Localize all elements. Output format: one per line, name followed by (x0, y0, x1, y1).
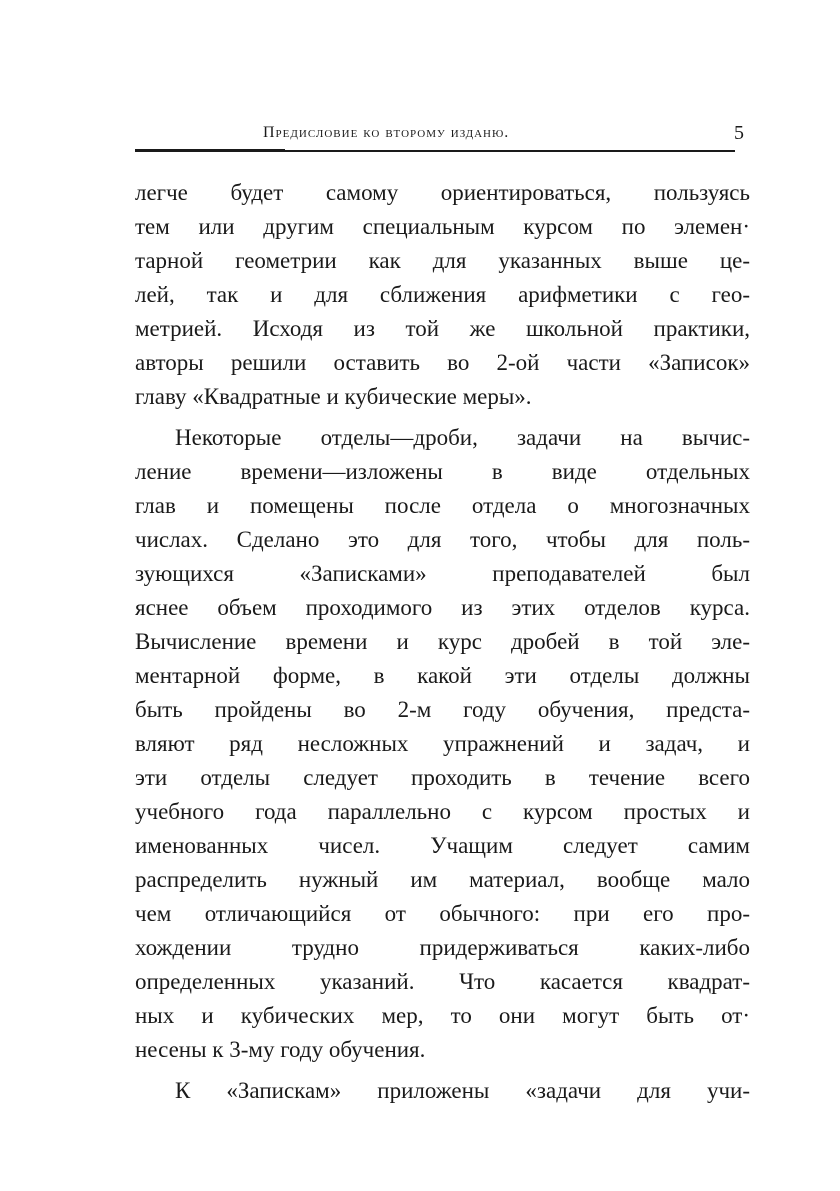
text-line: авторы решили оставить во 2-ой части «Записок» (135, 350, 750, 375)
text-line: К «Запискам» приложены «задачи для учи- (175, 1078, 750, 1103)
text-line: определенных указаний. Что касается квадрат- (135, 969, 750, 994)
text-line: Вычисление времени и курс дробей в той эле- (135, 629, 750, 654)
paragraph (135, 1074, 750, 1108)
running-title: Предисловие ко второму изданю. (263, 124, 510, 141)
text-line: легче будет самому ориентироваться, пользуясь (135, 180, 750, 205)
running-header (135, 118, 750, 158)
text-line: вляют ряд несложных упражнений и задач, и (135, 731, 750, 756)
text-line: учебного года параллельно с курсом простых и (135, 799, 750, 824)
page-body (135, 176, 750, 1108)
text-line: ментарной форме, в какой эти отделы должны (135, 663, 750, 688)
header-rule-accent (135, 149, 285, 152)
text-line: ных и кубических мер, то они могут быть от· (135, 1003, 750, 1028)
text-line: числах. Сделано это для того, чтобы для поль- (135, 527, 750, 552)
text-line: Некоторые отделы—дроби, задачи на вычис- (175, 425, 750, 450)
paragraph (135, 176, 750, 414)
paragraph-gap (135, 1067, 750, 1074)
text-line: ление времени—изложены в виде отдельных (135, 459, 750, 484)
text-line: яснее объем проходимого из этих отделов курса. (135, 595, 750, 620)
text-line: именованных чисел. Учащим следует самим (135, 833, 750, 858)
text-line: хождении трудно придерживаться каких-либо (135, 935, 750, 960)
text-line: главу «Квадратные и кубические меры». (135, 384, 532, 409)
text-line: эти отделы следует проходить в течение всего (135, 765, 750, 790)
text-line: распределить нужный им материал, вообще мало (135, 867, 750, 892)
text-line: несены к 3-му году обучения. (135, 1037, 426, 1062)
page-number: 5 (734, 122, 744, 144)
paragraph-gap (135, 414, 750, 421)
text-line: метрией. Исходя из той же школьной практики, (135, 316, 750, 341)
paragraph (135, 421, 750, 1067)
text-line: лей, так и для сближения арифметики с гео- (135, 282, 750, 307)
text-line: быть пройдены во 2-м году обучения, предста- (135, 697, 750, 722)
text-line: тарной геометрии как для указанных выше це- (135, 248, 750, 273)
text-line: глав и помещены после отдела о многозначных (135, 493, 750, 518)
text-line: чем отличающийся от обычного: при его про- (135, 901, 750, 926)
text-line: тем или другим специальным курсом по элемен· (135, 214, 750, 239)
text-line: зующихся «Записками» преподавателей был (135, 561, 750, 586)
